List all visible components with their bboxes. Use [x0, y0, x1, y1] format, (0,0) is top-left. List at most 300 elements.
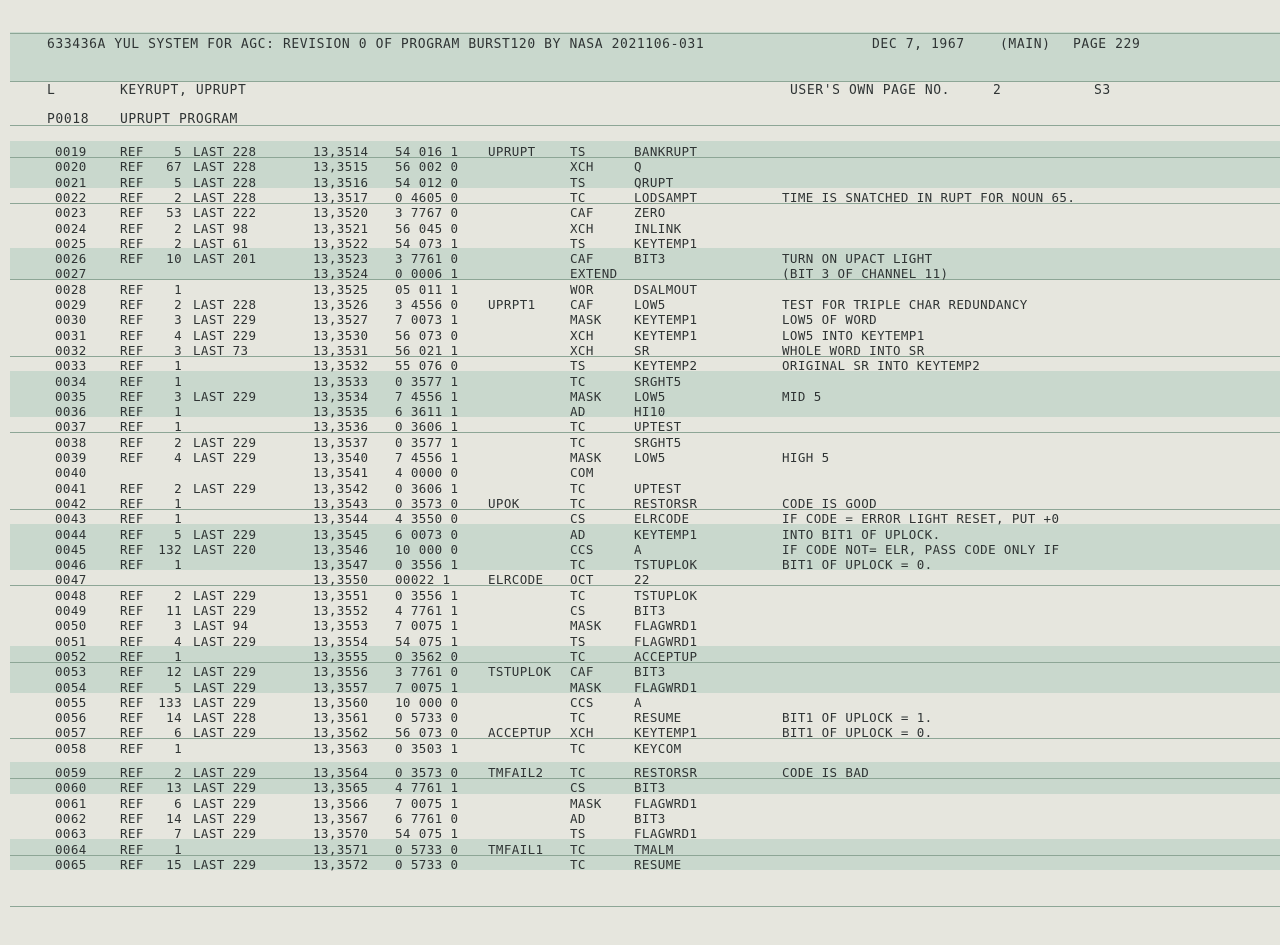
row-line-number: 0052: [55, 648, 87, 664]
row-line-number: 0049: [55, 603, 87, 618]
row-line-number: 0024: [55, 220, 87, 236]
row-address: 13,3525: [313, 281, 369, 297]
row-octal-word: 0 3573 0: [395, 495, 459, 511]
row-opcode: TC: [570, 648, 586, 664]
row-line-number: 0040: [55, 465, 87, 481]
row-operand: INLINK: [634, 220, 682, 236]
row-ref-count: 10: [166, 251, 182, 267]
row-operand: RESTORSR: [634, 495, 698, 511]
row-address: 13,3571: [313, 841, 369, 857]
row-ref-tag: REF: [120, 679, 144, 695]
row-operand: KEYTEMP1: [634, 235, 698, 251]
subheader-rule: [10, 81, 1280, 82]
row-opcode: OCT: [570, 572, 594, 588]
row-ref-tag: REF: [120, 526, 144, 542]
row-comment: CODE IS GOOD: [782, 495, 878, 511]
row-line-number: 0046: [55, 557, 87, 573]
row-comment: IF CODE = ERROR LIGHT RESET, PUT +0: [782, 511, 1060, 527]
row-octal-word: 00022 1: [395, 572, 451, 588]
row-line-number: 0032: [55, 342, 87, 358]
row-opcode: TC: [570, 587, 586, 603]
row-ref-tag: REF: [120, 297, 144, 312]
row-address: 13,3531: [313, 342, 369, 358]
row-last-ref: LAST 201: [193, 251, 257, 267]
row-ref-count: 5: [174, 679, 182, 695]
row-ref-tag: REF: [120, 327, 144, 343]
row-last-ref: LAST 229: [193, 765, 257, 780]
row-ref-count: 15: [166, 856, 182, 872]
row-line-number: 0019: [55, 144, 87, 159]
row-opcode: TC: [570, 434, 586, 450]
row-opcode: CCS: [570, 541, 594, 557]
row-line-number: 0065: [55, 856, 87, 872]
row-last-ref: LAST 229: [193, 810, 257, 826]
row-line-number: 0062: [55, 810, 87, 826]
row-address: 13,3555: [313, 648, 369, 664]
row-ref-tag: REF: [120, 810, 144, 826]
row-octal-word: 0 3562 0: [395, 648, 459, 664]
row-ref-count: 2: [174, 189, 182, 205]
row-octal-word: 6 0073 0: [395, 526, 459, 542]
row-operand: TMALM: [634, 841, 674, 857]
row-address: 13,3537: [313, 434, 369, 450]
row-last-ref: LAST 228: [193, 174, 257, 190]
row-ref-tag: REF: [120, 541, 144, 557]
row-ref-tag: REF: [120, 159, 144, 175]
row-opcode: XCH: [570, 725, 594, 741]
row-ref-tag: REF: [120, 450, 144, 465]
row-operand: FLAGWRD1: [634, 618, 698, 634]
row-ref-count: 7: [174, 826, 182, 842]
row-rule: [10, 279, 1280, 280]
row-line-number: 0043: [55, 511, 87, 527]
row-opcode: TC: [570, 189, 586, 205]
row-opcode: TS: [570, 144, 586, 159]
row-operand: A: [634, 694, 642, 710]
row-label: TMFAIL2: [488, 765, 544, 780]
row-operand: 22: [634, 572, 650, 588]
row-octal-word: 0 3577 1: [395, 373, 459, 389]
row-address: 13,3533: [313, 373, 369, 389]
row-ref-tag: REF: [120, 856, 144, 872]
row-label: TMFAIL1: [488, 841, 544, 857]
row-operand: UPTEST: [634, 419, 682, 435]
row-octal-word: 56 073 0: [395, 725, 459, 741]
row-octal-word: 7 0075 1: [395, 679, 459, 695]
row-last-ref: LAST 229: [193, 694, 257, 710]
row-address: 13,3546: [313, 541, 369, 557]
row-operand: BIT3: [634, 603, 666, 618]
row-line-number: 0038: [55, 434, 87, 450]
row-last-ref: LAST 229: [193, 725, 257, 741]
row-operand: LOW5: [634, 450, 666, 465]
row-ref-tag: REF: [120, 740, 144, 756]
section-id: P0018: [47, 112, 90, 127]
row-ref-tag: REF: [120, 205, 144, 221]
row-address: 13,3517: [313, 189, 369, 205]
row-opcode: TS: [570, 174, 586, 190]
log-section: KEYRUPT, UPRUPT: [120, 83, 247, 98]
row-opcode: TC: [570, 495, 586, 511]
row-opcode: TC: [570, 841, 586, 857]
row-address: 13,3516: [313, 174, 369, 190]
row-ref-tag: REF: [120, 434, 144, 450]
row-octal-word: 0 4605 0: [395, 189, 459, 205]
row-ref-tag: REF: [120, 189, 144, 205]
row-comment: BIT1 OF UPLOCK = 1.: [782, 710, 933, 726]
row-operand: LODSAMPT: [634, 189, 698, 205]
row-octal-word: 7 4556 1: [395, 450, 459, 465]
row-opcode: TC: [570, 710, 586, 726]
row-octal-word: 0 3606 1: [395, 419, 459, 435]
row-operand: TSTUPLOK: [634, 587, 698, 603]
row-opcode: TC: [570, 765, 586, 780]
row-label: TSTUPLOK: [488, 664, 552, 680]
row-octal-word: 4 3550 0: [395, 511, 459, 527]
row-ref-count: 1: [174, 404, 182, 420]
row-last-ref: LAST 94: [193, 618, 249, 634]
row-comment: CODE IS BAD: [782, 765, 870, 780]
row-opcode: TC: [570, 557, 586, 573]
row-octal-word: 56 045 0: [395, 220, 459, 236]
row-last-ref: LAST 229: [193, 603, 257, 618]
row-address: 13,3551: [313, 587, 369, 603]
row-opcode: CAF: [570, 297, 594, 312]
row-opcode: EXTEND: [570, 266, 618, 282]
row-last-ref: LAST 73: [193, 342, 249, 358]
row-ref-count: 67: [166, 159, 182, 175]
row-operand: KEYCOM: [634, 740, 682, 756]
row-octal-word: 54 075 1: [395, 826, 459, 842]
row-last-ref: LAST 228: [193, 144, 257, 159]
row-last-ref: LAST 229: [193, 856, 257, 872]
row-last-ref: LAST 228: [193, 159, 257, 175]
row-last-ref: LAST 228: [193, 297, 257, 312]
row-ref-tag: REF: [120, 373, 144, 389]
row-ref-count: 1: [174, 841, 182, 857]
row-octal-word: 3 7761 0: [395, 251, 459, 267]
row-octal-word: 56 021 1: [395, 342, 459, 358]
row-label: ELRCODE: [488, 572, 544, 588]
row-comment: INTO BIT1 OF UPLOCK.: [782, 526, 941, 542]
row-line-number: 0060: [55, 780, 87, 796]
row-address: 13,3550: [313, 572, 369, 588]
row-opcode: XCH: [570, 220, 594, 236]
row-ref-tag: REF: [120, 826, 144, 842]
row-address: 13,3557: [313, 679, 369, 695]
row-opcode: MASK: [570, 312, 602, 328]
row-ref-count: 5: [174, 526, 182, 542]
row-ref-count: 14: [166, 810, 182, 826]
listing-mode: (MAIN): [1000, 37, 1051, 52]
row-address: 13,3535: [313, 404, 369, 420]
row-last-ref: LAST 228: [193, 710, 257, 726]
row-comment: (BIT 3 OF CHANNEL 11): [782, 266, 949, 282]
row-opcode: CAF: [570, 664, 594, 680]
row-opcode: TS: [570, 235, 586, 251]
row-ref-tag: REF: [120, 780, 144, 796]
row-operand: SRGHT5: [634, 373, 682, 389]
row-address: 13,3530: [313, 327, 369, 343]
row-address: 13,3524: [313, 266, 369, 282]
row-operand: KEYTEMP1: [634, 725, 698, 741]
row-ref-count: 13: [166, 780, 182, 796]
row-line-number: 0059: [55, 765, 87, 780]
row-line-number: 0053: [55, 664, 87, 680]
row-line-number: 0028: [55, 281, 87, 297]
row-ref-tag: REF: [120, 281, 144, 297]
row-ref-tag: REF: [120, 633, 144, 649]
row-ref-count: 1: [174, 281, 182, 297]
row-line-number: 0033: [55, 358, 87, 374]
row-address: 13,3534: [313, 388, 369, 404]
row-operand: RESUME: [634, 856, 682, 872]
row-octal-word: 0 3556 1: [395, 587, 459, 603]
row-ref-tag: REF: [120, 220, 144, 236]
users-page-label: USER'S OWN PAGE NO.: [790, 83, 951, 98]
row-octal-word: 54 012 0: [395, 174, 459, 190]
row-opcode: AD: [570, 526, 586, 542]
log-marker: L: [47, 83, 56, 98]
row-comment: WHOLE WORD INTO SR: [782, 342, 925, 358]
row-operand: FLAGWRD1: [634, 679, 698, 695]
row-last-ref: LAST 222: [193, 205, 257, 221]
row-octal-word: 54 016 1: [395, 144, 459, 159]
row-comment: TURN ON UPACT LIGHT: [782, 251, 933, 267]
row-comment: TIME IS SNATCHED IN RUPT FOR NOUN 65.: [782, 189, 1076, 205]
row-last-ref: LAST 98: [193, 220, 249, 236]
row-label: ACCEPTUP: [488, 725, 552, 741]
row-comment: HIGH 5: [782, 450, 830, 465]
row-operand: BIT3: [634, 780, 666, 796]
row-ref-count: 2: [174, 235, 182, 251]
row-comment: BIT1 OF UPLOCK = 0.: [782, 557, 933, 573]
row-ref-count: 1: [174, 419, 182, 435]
row-ref-tag: REF: [120, 495, 144, 511]
row-ref-count: 6: [174, 795, 182, 811]
row-ref-count: 4: [174, 633, 182, 649]
row-operand: SRGHT5: [634, 434, 682, 450]
row-last-ref: LAST 229: [193, 826, 257, 842]
row-last-ref: LAST 229: [193, 312, 257, 328]
row-line-number: 0036: [55, 404, 87, 420]
row-octal-word: 7 0075 1: [395, 795, 459, 811]
row-last-ref: LAST 229: [193, 679, 257, 695]
row-line-number: 0054: [55, 679, 87, 695]
row-line-number: 0047: [55, 572, 87, 588]
row-comment: LOW5 OF WORD: [782, 312, 878, 328]
row-opcode: TS: [570, 633, 586, 649]
row-ref-count: 1: [174, 740, 182, 756]
row-ref-tag: REF: [120, 618, 144, 634]
row-opcode: MASK: [570, 795, 602, 811]
row-line-number: 0041: [55, 480, 87, 496]
row-ref-tag: REF: [120, 358, 144, 374]
row-ref-tag: REF: [120, 404, 144, 420]
row-operand: ELRCODE: [634, 511, 690, 527]
row-line-number: 0051: [55, 633, 87, 649]
row-ref-count: 3: [174, 312, 182, 328]
row-octal-word: 7 4556 1: [395, 388, 459, 404]
row-octal-word: 4 0000 0: [395, 465, 459, 481]
row-operand: HI10: [634, 404, 666, 420]
row-line-number: 0022: [55, 189, 87, 205]
row-opcode: TC: [570, 373, 586, 389]
row-octal-word: 10 000 0: [395, 541, 459, 557]
row-octal-word: 0 3556 1: [395, 557, 459, 573]
row-opcode: TC: [570, 740, 586, 756]
row-ref-count: 2: [174, 480, 182, 496]
row-line-number: 0039: [55, 450, 87, 465]
row-opcode: AD: [570, 404, 586, 420]
row-address: 13,3536: [313, 419, 369, 435]
row-line-number: 0058: [55, 740, 87, 756]
row-comment: MID 5: [782, 388, 822, 404]
row-opcode: TC: [570, 856, 586, 872]
row-last-ref: LAST 229: [193, 780, 257, 796]
row-operand: KEYTEMP2: [634, 358, 698, 374]
row-ref-count: 6: [174, 725, 182, 741]
row-ref-tag: REF: [120, 710, 144, 726]
row-ref-tag: REF: [120, 725, 144, 741]
row-address: 13,3541: [313, 465, 369, 481]
row-ref-tag: REF: [120, 587, 144, 603]
row-comment: BIT1 OF UPLOCK = 0.: [782, 725, 933, 741]
row-address: 13,3521: [313, 220, 369, 236]
row-octal-word: 0 3606 1: [395, 480, 459, 496]
row-ref-tag: REF: [120, 557, 144, 573]
row-ref-count: 1: [174, 648, 182, 664]
row-operand: BIT3: [634, 251, 666, 267]
row-address: 13,3522: [313, 235, 369, 251]
header-rule: [10, 33, 1280, 34]
row-line-number: 0035: [55, 388, 87, 404]
row-line-number: 0030: [55, 312, 87, 328]
row-address: 13,3553: [313, 618, 369, 634]
row-line-number: 0061: [55, 795, 87, 811]
row-address: 13,3554: [313, 633, 369, 649]
row-operand: SR: [634, 342, 650, 358]
row-last-ref: LAST 229: [193, 388, 257, 404]
row-operand: BIT3: [634, 810, 666, 826]
row-address: 13,3514: [313, 144, 369, 159]
row-operand: KEYTEMP1: [634, 327, 698, 343]
row-address: 13,3563: [313, 740, 369, 756]
row-operand: BIT3: [634, 664, 666, 680]
row-ref-tag: REF: [120, 388, 144, 404]
row-ref-count: 12: [166, 664, 182, 680]
row-line-number: 0026: [55, 251, 87, 267]
row-last-ref: LAST 229: [193, 526, 257, 542]
row-octal-word: 0 5733 0: [395, 710, 459, 726]
row-line-number: 0050: [55, 618, 87, 634]
row-octal-word: 0 3573 0: [395, 765, 459, 780]
row-ref-count: 3: [174, 388, 182, 404]
row-operand: TSTUPLOK: [634, 557, 698, 573]
row-ref-count: 3: [174, 342, 182, 358]
row-address: 13,3543: [313, 495, 369, 511]
row-address: 13,3520: [313, 205, 369, 221]
row-opcode: MASK: [570, 450, 602, 465]
row-ref-count: 5: [174, 174, 182, 190]
row-ref-tag: REF: [120, 251, 144, 267]
row-ref-tag: REF: [120, 795, 144, 811]
row-octal-word: 0 5733 0: [395, 856, 459, 872]
row-line-number: 0020: [55, 159, 87, 175]
row-address: 13,3572: [313, 856, 369, 872]
row-comment: LOW5 INTO KEYTEMP1: [782, 327, 925, 343]
row-ref-count: 1: [174, 557, 182, 573]
row-address: 13,3564: [313, 765, 369, 780]
row-operand: FLAGWRD1: [634, 633, 698, 649]
row-last-ref: LAST 229: [193, 664, 257, 680]
row-address: 13,3532: [313, 358, 369, 374]
row-operand: UPTEST: [634, 480, 682, 496]
row-octal-word: 54 075 1: [395, 633, 459, 649]
row-last-ref: LAST 229: [193, 795, 257, 811]
row-octal-word: 10 000 0: [395, 694, 459, 710]
row-line-number: 0031: [55, 327, 87, 343]
row-ref-tag: REF: [120, 235, 144, 251]
row-opcode: CS: [570, 603, 586, 618]
row-octal-word: 4 7761 1: [395, 780, 459, 796]
row-opcode: AD: [570, 810, 586, 826]
row-ref-count: 132: [158, 541, 182, 557]
row-opcode: COM: [570, 465, 594, 481]
row-operand: A: [634, 541, 642, 557]
row-ref-count: 1: [174, 511, 182, 527]
row-address: 13,3565: [313, 780, 369, 796]
bottom-rule: [10, 906, 1280, 907]
row-opcode: TC: [570, 480, 586, 496]
row-line-number: 0029: [55, 297, 87, 312]
row-ref-count: 2: [174, 297, 182, 312]
listing-date: DEC 7, 1967: [872, 37, 965, 52]
row-ref-tag: REF: [120, 144, 144, 159]
row-last-ref: LAST 229: [193, 633, 257, 649]
row-ref-tag: REF: [120, 419, 144, 435]
row-ref-count: 1: [174, 358, 182, 374]
row-opcode: TS: [570, 358, 586, 374]
row-operand: ACCEPTUP: [634, 648, 698, 664]
row-ref-count: 3: [174, 618, 182, 634]
row-line-number: 0025: [55, 235, 87, 251]
users-page-number: 2: [993, 83, 1002, 98]
row-line-number: 0055: [55, 694, 87, 710]
row-opcode: XCH: [570, 327, 594, 343]
row-address: 13,3542: [313, 480, 369, 496]
row-comment: ORIGINAL SR INTO KEYTEMP2: [782, 358, 981, 374]
row-operand: RESUME: [634, 710, 682, 726]
row-octal-word: 3 7761 0: [395, 664, 459, 680]
row-address: 13,3567: [313, 810, 369, 826]
row-opcode: CAF: [570, 205, 594, 221]
row-opcode: CS: [570, 780, 586, 796]
row-address: 13,3570: [313, 826, 369, 842]
row-address: 13,3544: [313, 511, 369, 527]
row-address: 13,3566: [313, 795, 369, 811]
row-octal-word: 54 073 1: [395, 235, 459, 251]
row-ref-count: 14: [166, 710, 182, 726]
row-operand: KEYTEMP1: [634, 526, 698, 542]
row-operand: ZERO: [634, 205, 666, 221]
row-ref-count: 133: [158, 694, 182, 710]
listing-page-number: PAGE 229: [1073, 37, 1141, 52]
row-octal-word: 7 0075 1: [395, 618, 459, 634]
row-operand: LOW5: [634, 388, 666, 404]
row-opcode: TS: [570, 826, 586, 842]
row-line-number: 0044: [55, 526, 87, 542]
